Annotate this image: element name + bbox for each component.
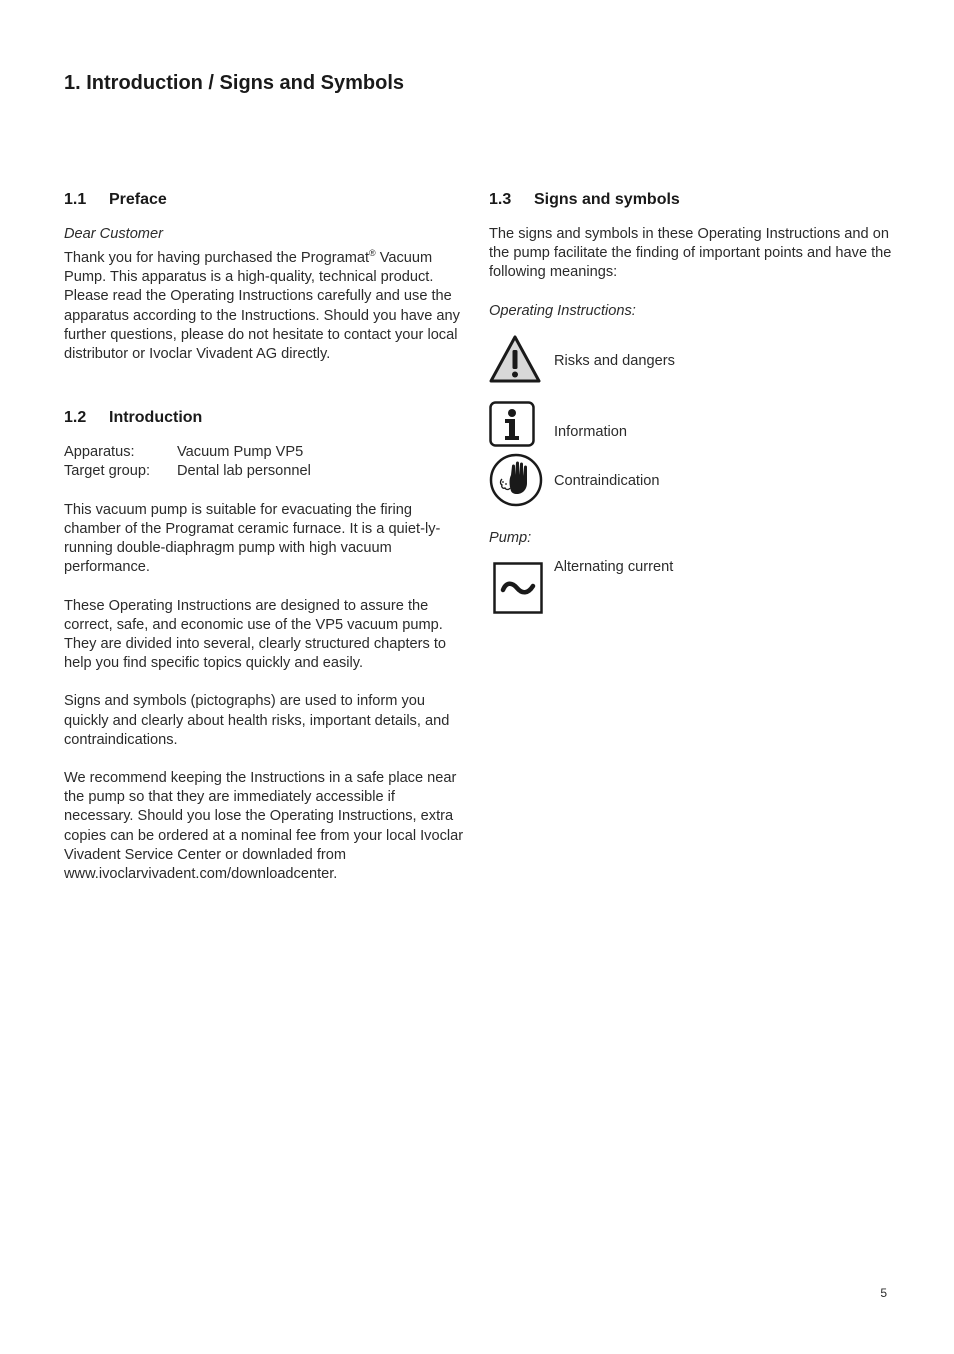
section-preface	[64, 190, 464, 364]
introduction-heading	[64, 408, 464, 428]
symbol-information-label: Information	[554, 423, 628, 440]
section-introduction	[64, 408, 464, 884]
information-icon	[489, 401, 535, 447]
introduction-number: 1.2	[64, 409, 87, 427]
signs-number: 1.3	[489, 191, 512, 208]
pump-label: Pump:	[489, 529, 532, 546]
intro-paragraph-3: Signs and symbols (pictographs) are used to inform you quickly and clearly about health risks, important details, and contraindications.	[64, 693, 450, 748]
target-group-label: Target group:	[64, 463, 150, 480]
pump-symbols-list	[489, 558, 899, 628]
preface-title: Preface	[109, 191, 167, 208]
page-title: 1. Introduction / Signs and Symbols	[64, 72, 405, 94]
preface-body-end: Vacuum Pump. This apparatus is a high-quality, technical product. Please read the Operating Instructions carefully and use the apparatus according to the Instructions. Should you have any further questions, please do not hesitate to contact your local distributor or Ivoclar Vivadent AG directly.	[64, 250, 460, 363]
right-column	[489, 190, 899, 628]
preface-heading	[64, 190, 464, 210]
target-group-row	[64, 462, 464, 481]
symbol-risks-label: Risks and dangers	[554, 352, 675, 369]
symbol-alternating-current-label: Alternating current	[554, 559, 674, 576]
signs-intro: The signs and symbols in these Operating Instructions and on the pump facilitate the finding of important points and have the following meanings:	[489, 226, 892, 281]
preface-body-start: Thank you for having purchased the Programat	[64, 250, 370, 267]
page-number: 5	[880, 1286, 887, 1300]
intro-paragraph-4: We recommend keeping the Instructions in a safe place near the pump so that they are immediately accessible if necessary. Should you lose the Operating Instructions, extra copies can be ordered at a nominal fee from your local Ivoclar Vivadent Service Center or downladed from www.ivoclarvivadent.com/downloadcenter.	[64, 769, 464, 882]
intro-paragraph-1: This vacuum pump is suitable for evacuating the firing chamber of the Programat ceramic furnace. It is a quiet-ly-running double-diaphragm pump with high vacuum performance.	[64, 501, 441, 576]
apparatus-row	[64, 443, 464, 462]
signs-title: Signs and symbols	[534, 191, 680, 208]
apparatus-label: Apparatus:	[64, 444, 135, 461]
registered-mark: ®	[369, 248, 376, 259]
operating-instructions-label: Operating Instructions:	[489, 302, 636, 319]
warning-triangle-icon	[489, 335, 541, 383]
apparatus-value: Vacuum Pump VP5	[177, 444, 304, 461]
signs-heading	[489, 190, 899, 210]
operating-symbols-list	[489, 335, 899, 535]
preface-number: 1.1	[64, 191, 87, 208]
preface-salutation: Dear Customer	[64, 226, 163, 242]
introduction-title: Introduction	[109, 409, 203, 427]
symbol-contraindication-label: Contraindication	[554, 472, 660, 489]
preface-body	[64, 244, 464, 364]
alternating-current-icon	[493, 562, 543, 614]
intro-paragraph-2: These Operating Instructions are designed to assure the correct, safe, and economic use of the VP5 vacuum pump. They are divided into several, clearly structured chapters to help you find specific topics quickly and easily.	[64, 597, 447, 672]
stop-hand-icon	[489, 453, 543, 507]
target-group-value: Dental lab personnel	[177, 463, 311, 480]
left-column	[64, 190, 464, 884]
